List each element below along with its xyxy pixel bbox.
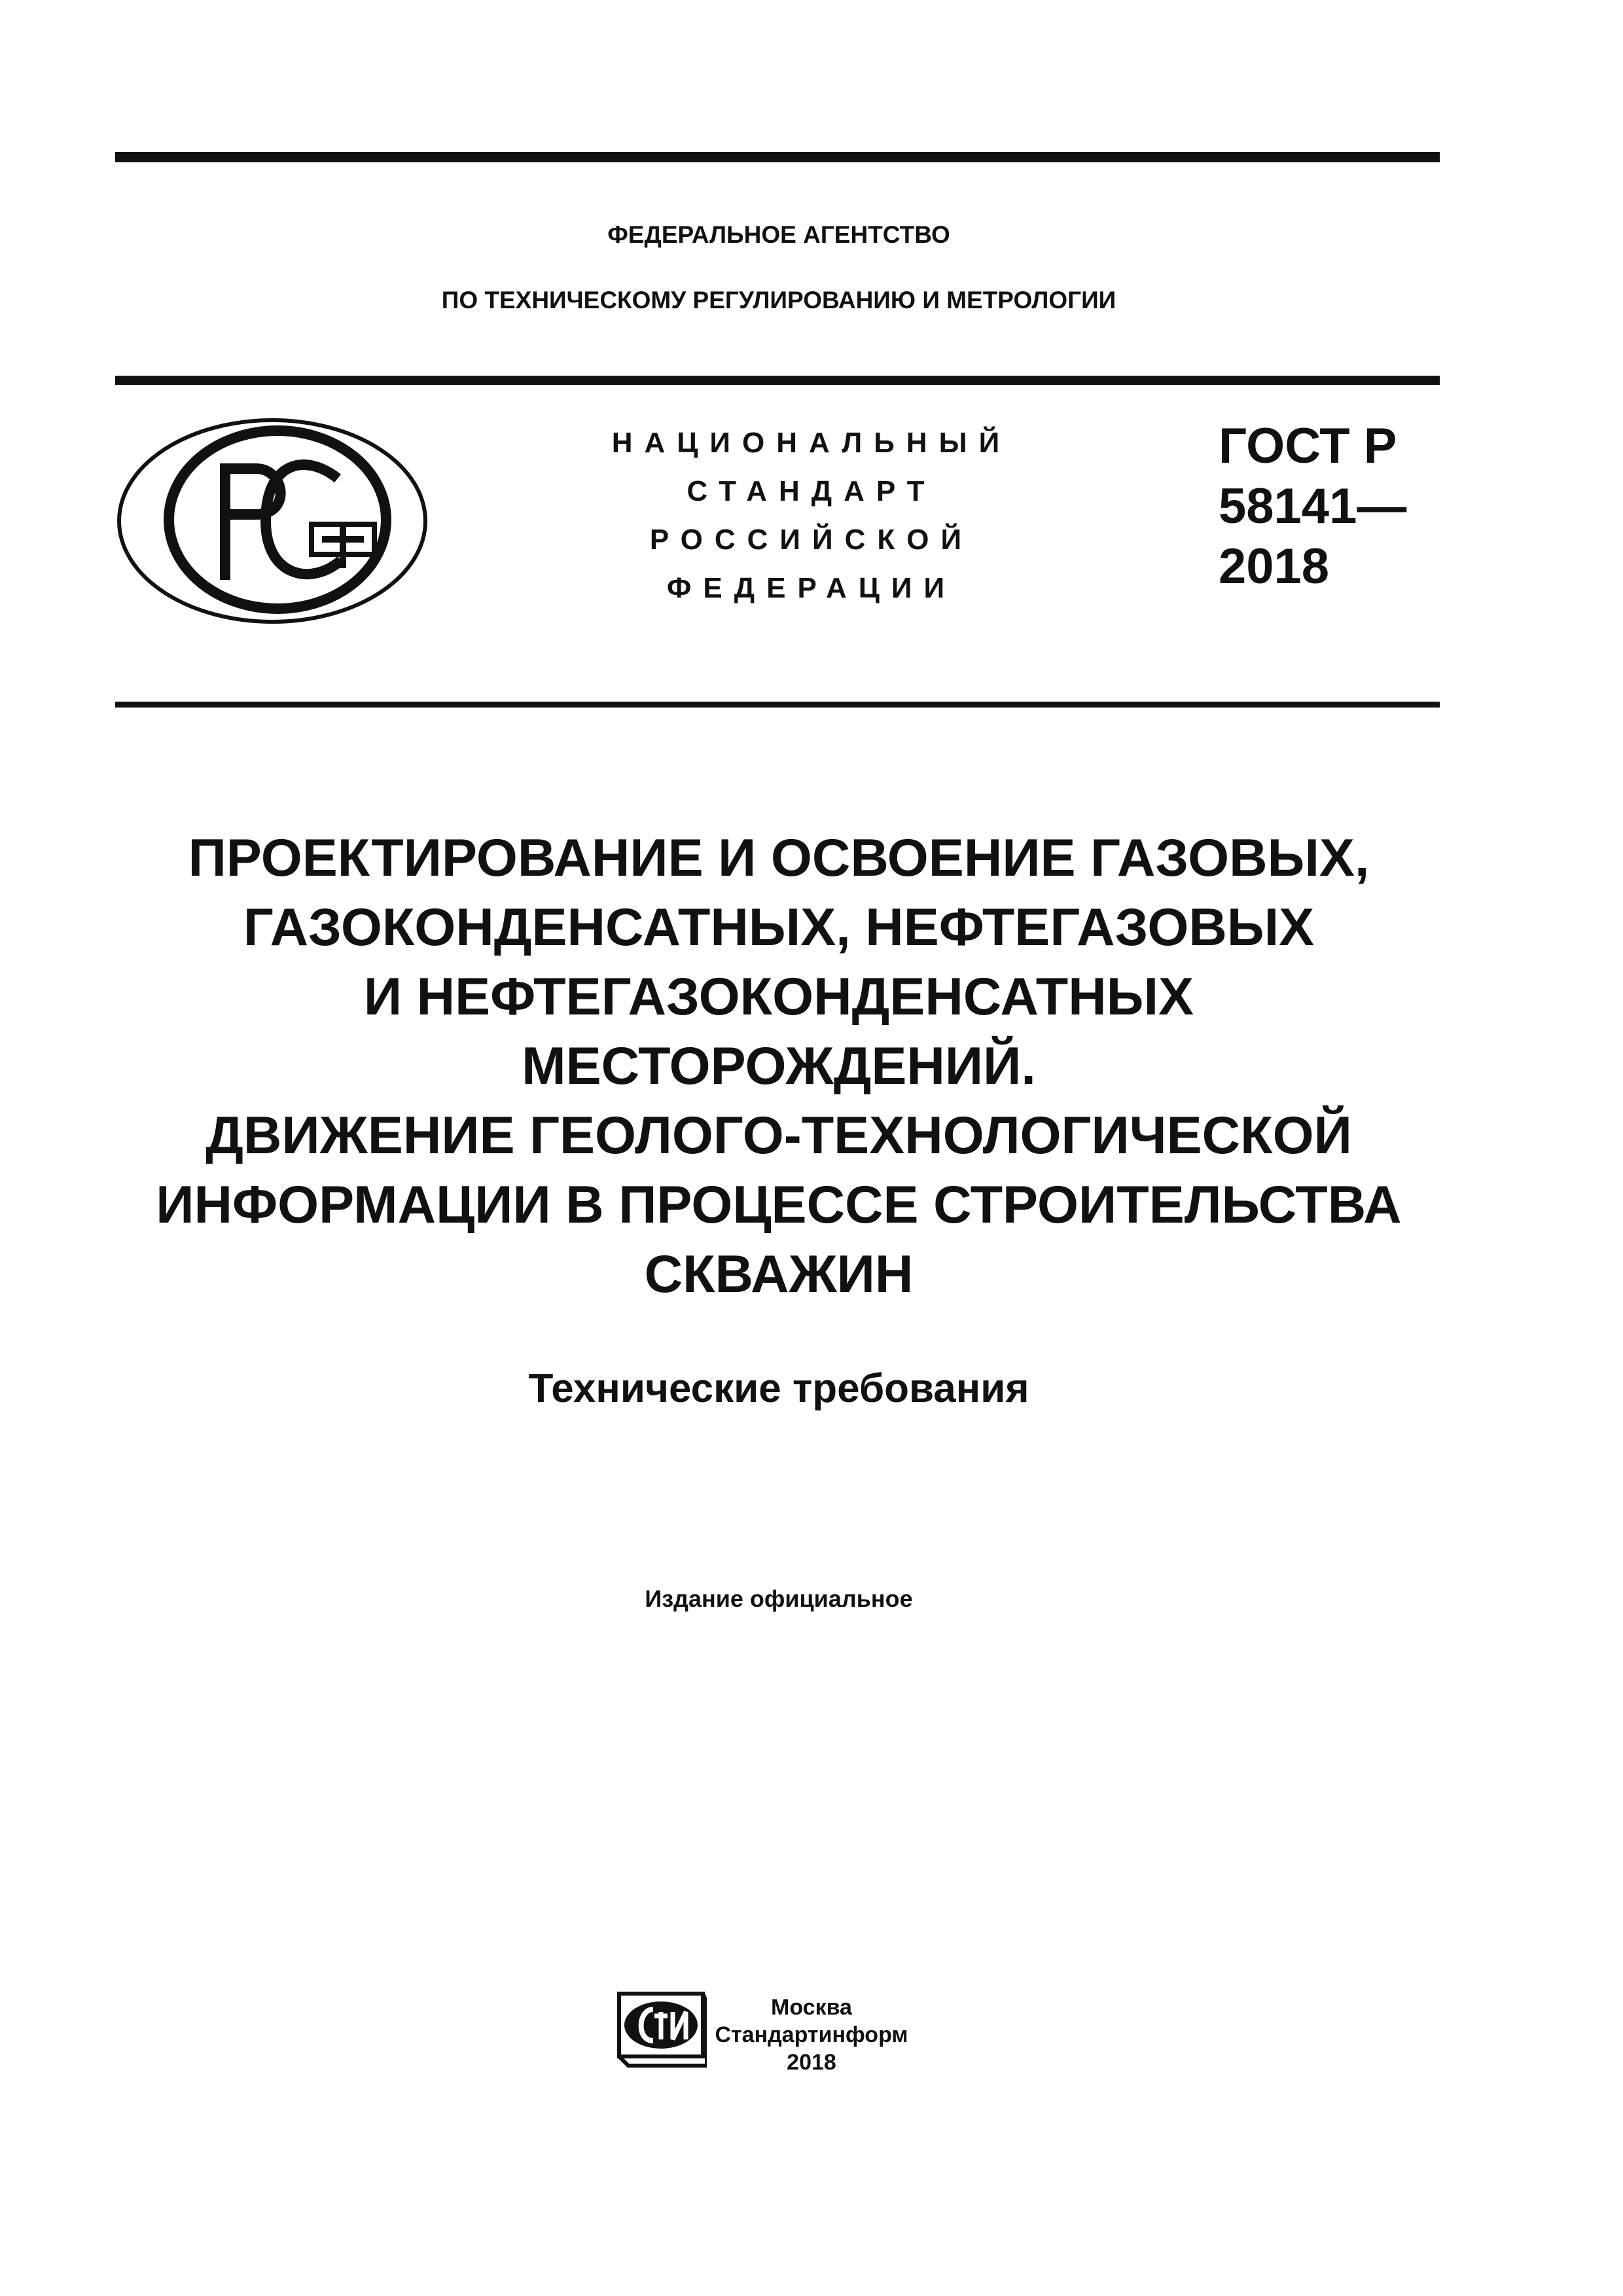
edition-note: Издание официальное: [645, 1585, 913, 1612]
title-line: ГАЗОКОНДЕНСАТНЫХ, НЕФТЕГАЗОВЫХ: [243, 898, 1315, 957]
title-line: ИНФОРМАЦИИ В ПРОЦЕССЕ СТРОИТЕЛЬСТВА: [156, 1175, 1402, 1234]
publisher-name: Стандартинформ: [715, 2022, 908, 2047]
standard-type-line: РОССИЙСКОЙ: [649, 524, 974, 556]
designation-line: ГОСТ Р: [1219, 418, 1397, 474]
title-line: СКВАЖИН: [644, 1245, 914, 1304]
document-subtitle: Технические требования: [528, 1366, 1029, 1411]
publisher-year: 2018: [787, 2050, 836, 2075]
title-line: ПРОЕКТИРОВАНИЕ И ОСВОЕНИЕ ГАЗОВЫХ,: [188, 829, 1370, 888]
agency-name-line-2: ПО ТЕХНИЧЕСКОМУ РЕГУЛИРОВАНИЮ И МЕТРОЛОГИИ: [441, 287, 1116, 314]
title-line: ДВИЖЕНИЕ ГЕОЛОГО-ТЕХНОЛОГИЧЕСКОЙ: [205, 1106, 1352, 1165]
agency-name-line-1: ФЕДЕРАЛЬНОЕ АГЕНТСТВО: [607, 221, 950, 248]
title-rule: [115, 702, 1440, 708]
standard-designation: [1219, 416, 1406, 597]
standard-type-line: СТАНДАРТ: [687, 475, 936, 507]
header-rule: [115, 376, 1440, 385]
designation-line: 58141—: [1219, 478, 1407, 534]
standartinform-logo-icon: [615, 1990, 707, 2068]
rst-emblem-icon: [115, 416, 429, 626]
standard-type-line: НАЦИОНАЛЬНЫЙ: [611, 427, 1012, 459]
publisher-block: [707, 1994, 916, 2076]
title-line: И НЕФТЕГАЗОКОНДЕНСАТНЫХ: [363, 967, 1194, 1026]
top-rule: [115, 152, 1440, 162]
title-line: МЕСТОРОЖДЕНИЙ.: [522, 1037, 1036, 1096]
standard-type-label: [576, 419, 1047, 613]
publisher-city: Москва: [771, 1995, 852, 2020]
designation-line: 2018: [1219, 539, 1330, 594]
document-title: [0, 823, 1558, 1309]
standard-type-line: ФЕДЕРАЦИИ: [666, 572, 957, 604]
